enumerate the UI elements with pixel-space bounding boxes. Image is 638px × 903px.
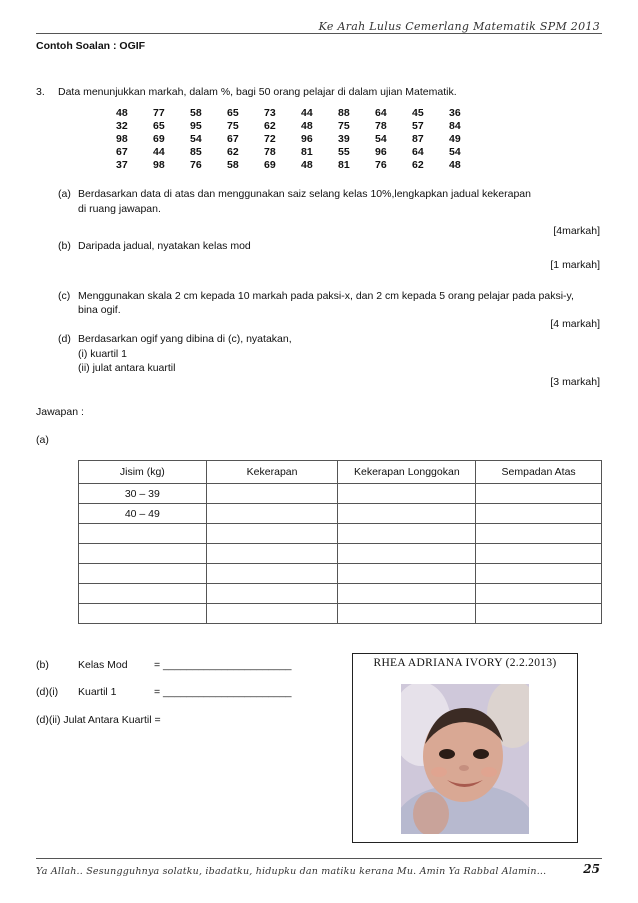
marks-data-cell: 81 [301,145,313,158]
marks-data-cell: 85 [190,145,202,158]
answer-b-label: (b) [36,659,49,671]
part-c [58,290,574,302]
marks-data-cell: 62 [264,119,276,132]
part-d-marks: [3 markah] [550,376,600,388]
answer-di-row [36,686,292,698]
frequency-table-cell[interactable] [206,504,338,524]
marks-data-row [116,119,486,132]
answer-heading: Jawapan : [36,406,84,418]
frequency-table-cell[interactable] [476,604,602,624]
footer-divider [36,858,602,859]
marks-data-cell: 96 [301,132,313,145]
marks-data-cell: 45 [412,106,424,119]
frequency-table-cell[interactable] [206,484,338,504]
frequency-table-cell[interactable] [79,564,207,584]
frequency-table-header: Kekerapan Longgokan [338,461,476,484]
frequency-table-cell[interactable] [338,484,476,504]
marks-data-cell: 54 [449,145,461,158]
frequency-table-cell[interactable] [476,504,602,524]
header-title: Ke Arah Lulus Cemerlang Matematik SPM 2013 [318,20,600,33]
marks-data-cell: 88 [338,106,350,119]
part-c-marks: [4 markah] [550,318,600,330]
marks-data-cell: 76 [375,158,387,171]
marks-data-cell: 84 [449,119,461,132]
marks-data-cell: 67 [227,132,239,145]
frequency-table-cell[interactable] [476,564,602,584]
frequency-table-cell[interactable] [338,564,476,584]
marks-data-row [116,132,486,145]
frequency-table-cell[interactable] [206,524,338,544]
frequency-table-cell[interactable] [338,504,476,524]
marks-data-row [116,145,486,158]
answer-di-text: Kuartil 1 [78,686,117,698]
frequency-table-cell[interactable] [79,544,207,564]
part-a [58,188,531,200]
part-c-line1: Menggunakan skala 2 cm kepada 10 markah pada paksi-x, dan 2 cm kepada 5 orang pelajar pada paksi-y, [78,290,574,302]
frequency-table-row [79,544,602,564]
marks-data-cell: 57 [412,119,424,132]
marks-data-cell: 95 [190,119,202,132]
part-d-sub1: (i) kuartil 1 [78,348,128,360]
marks-data-cell: 87 [412,132,424,145]
frequency-table-cell[interactable] [79,584,207,604]
frequency-table-cell[interactable] [338,544,476,564]
marks-data-cell: 58 [227,158,239,171]
part-b-letter: (b) [58,240,71,252]
part-d-letter: (d) [58,333,71,345]
frequency-table-cell[interactable] [338,524,476,544]
page-number: 25 [583,862,600,876]
marks-data-cell: 69 [153,132,165,145]
marks-data-cell: 48 [116,106,128,119]
marks-data-cell: 64 [375,106,387,119]
frequency-table-cell[interactable]: 30 – 39 [79,484,207,504]
part-d-line1: Berdasarkan ogif yang dibina di (c), nyatakan, [78,333,292,345]
marks-data-cell: 37 [116,158,128,171]
frequency-table-cell[interactable]: 40 – 49 [79,504,207,524]
part-a-line1: Berdasarkan data di atas dan menggunakan saiz selang kelas 10%,lengkapkan jadual kekerapan [78,188,531,200]
answer-di-label: (d)(i) [36,686,59,698]
marks-data-cell: 81 [338,158,350,171]
marks-data-cell: 48 [301,158,313,171]
marks-data-cell: 73 [264,106,276,119]
marks-data-cell: 98 [153,158,165,171]
marks-data-cell: 58 [190,106,202,119]
answer-b-row [36,659,292,671]
marks-data-cell: 36 [449,106,461,119]
frequency-table [78,460,602,624]
quartile1-blank[interactable]: = ______________________ [154,686,292,698]
frequency-table-cell[interactable] [476,544,602,564]
marks-data-cell: 96 [375,145,387,158]
marks-data-cell: 72 [264,132,276,145]
marks-data-cell: 54 [190,132,202,145]
header-divider [36,33,602,34]
marks-data-row [116,158,486,171]
frequency-table-row [79,584,602,604]
frequency-table-cell[interactable] [79,524,207,544]
part-a-letter: (a) [58,188,71,200]
frequency-table-cell[interactable] [206,604,338,624]
baby-photo [401,684,529,834]
frequency-table-row [79,524,602,544]
marks-data-cell: 44 [301,106,313,119]
marks-data-cell: 69 [264,158,276,171]
marks-data-cell: 49 [449,132,461,145]
answer-dii-row: (d)(ii) Julat Antara Kuartil = [36,714,161,726]
marks-data-cell: 65 [153,119,165,132]
mod-class-blank[interactable]: = ______________________ [154,659,292,671]
baby-illustration [401,684,529,834]
frequency-table-header: Kekerapan [206,461,338,484]
part-a-marks: [4markah] [553,225,600,237]
frequency-table-header: Sempadan Atas [476,461,602,484]
frequency-table-row [79,484,602,504]
marks-data-cell: 44 [153,145,165,158]
marks-data-cell: 62 [227,145,239,158]
section-label: Contoh Soalan : OGIF [36,40,146,52]
frequency-table-cell[interactable] [338,604,476,624]
part-b-line1: Daripada jadual, nyatakan kelas mod [78,240,251,252]
frequency-table-row [79,604,602,624]
photo-caption: RHEA ADRIANA IVORY (2.2.2013) [373,657,557,669]
marks-data-cell: 54 [375,132,387,145]
marks-data-cell: 76 [190,158,202,171]
marks-data-cell: 98 [116,132,128,145]
frequency-table-cell[interactable] [476,524,602,544]
marks-data-cell: 55 [338,145,350,158]
frequency-table-cell[interactable] [79,604,207,624]
frequency-table-cell[interactable] [206,584,338,604]
marks-data-cell: 62 [412,158,424,171]
frequency-table-row [79,504,602,524]
part-c-line2: bina ogif. [78,304,121,316]
photo-box [352,653,578,843]
marks-data-cell: 78 [375,119,387,132]
footer-text: Ya Allah.. Sesungguhnya solatku, ibadatku, hidupku dan matiku kerana Mu. Amin Ya Rabbal Alamin... [36,866,547,877]
marks-data-cell: 48 [301,119,313,132]
marks-data-row [116,106,486,119]
marks-data-cell: 32 [116,119,128,132]
question-number: 3. [36,86,45,98]
answer-b-text: Kelas Mod [78,659,128,671]
frequency-table-header: Jisim (kg) [79,461,207,484]
marks-data-cell: 65 [227,106,239,119]
marks-data-cell: 78 [264,145,276,158]
marks-data-cell: 75 [227,119,239,132]
marks-data-cell: 39 [338,132,350,145]
marks-data-cell: 75 [338,119,350,132]
frequency-table-cell[interactable] [206,544,338,564]
marks-data-cell: 64 [412,145,424,158]
frequency-table-cell[interactable] [338,584,476,604]
part-b [58,240,251,252]
frequency-table-cell[interactable] [206,564,338,584]
part-a-line2: di ruang jawapan. [78,203,161,215]
answer-part-a: (a) [36,434,49,446]
question-intro [36,86,457,98]
marks-data-cell: 48 [449,158,461,171]
part-b-marks: [1 markah] [550,259,600,271]
marks-data-cell: 77 [153,106,165,119]
marks-data-cell: 67 [116,145,128,158]
marks-data-table [116,106,486,171]
frequency-table-cell[interactable] [476,484,602,504]
part-d [58,333,292,345]
question-text: Data menunjukkan markah, dalam %, bagi 50 orang pelajar di dalam ujian Matematik. [58,86,457,98]
part-c-letter: (c) [58,290,71,302]
part-d-sub2: (ii) julat antara kuartil [78,362,176,374]
frequency-table-row [79,564,602,584]
frequency-table-cell[interactable] [476,584,602,604]
